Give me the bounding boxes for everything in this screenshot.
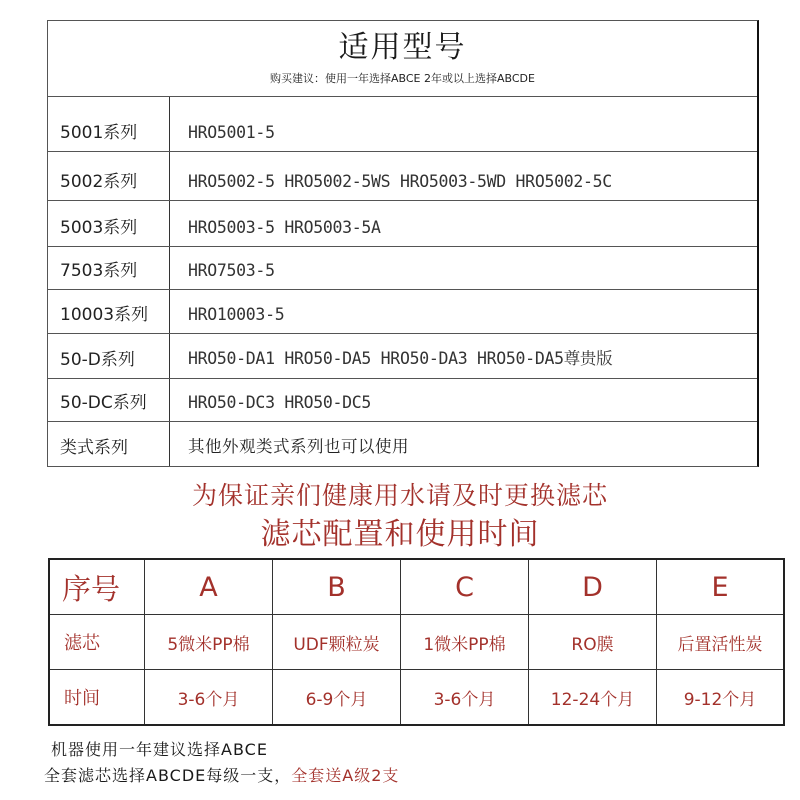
replacement-time-row: [50, 670, 783, 724]
row-label: 滤芯: [50, 615, 145, 669]
header-cell: E: [711, 571, 729, 603]
usage-note: 机器使用一年建议选择ABCE: [51, 740, 268, 759]
row-label: 时间: [50, 670, 145, 724]
model-row: [48, 247, 757, 290]
header-cell: D: [529, 560, 657, 614]
series-name: 类式系列: [48, 422, 170, 466]
full-set-note: [44, 763, 399, 786]
model-list: 其他外观类式系列也可以使用: [188, 437, 409, 456]
filter-cell: 5微米PP棉: [145, 615, 273, 669]
time-cell: 6-9个月: [273, 670, 401, 724]
time-cell: 12-24个月: [529, 670, 657, 724]
time-cell: 3-6个月: [145, 670, 273, 724]
header-cell: A: [145, 560, 273, 614]
model-row: [48, 152, 757, 201]
series-name: 5002系列: [48, 152, 170, 200]
model-list: HRO5003-5 HRO5003-5A: [188, 218, 381, 237]
model-list: HRO7503-5: [188, 261, 275, 280]
purchase-advice: 购买建议：使用一年选择ABCE 2年或以上选择ABCDE: [270, 72, 535, 85]
series-name: 7503系列: [48, 247, 170, 289]
models-table-title: 适用型号: [338, 30, 467, 65]
filter-config-table: [48, 558, 785, 726]
filter-cell: 1微米PP棉: [401, 615, 529, 669]
filter-header-row: [50, 560, 783, 615]
filter-cell: RO膜: [529, 615, 657, 669]
model-row: [48, 334, 757, 379]
full-set-text: 全套滤芯选择ABCDE每级一支，: [44, 766, 292, 785]
model-list: HRO10003-5: [188, 305, 285, 324]
filter-config-heading: 滤芯配置和使用时间: [260, 517, 540, 552]
series-name: 50-D系列: [48, 334, 170, 378]
series-name: 10003系列: [48, 290, 170, 333]
model-list: HRO50-DC3 HRO50-DC5: [188, 393, 372, 412]
time-cell: 9-12个月: [683, 689, 757, 710]
model-row: [48, 201, 757, 247]
header-cell: B: [273, 560, 401, 614]
reminder-heading: 为保证亲们健康用水请及时更换滤芯: [191, 481, 608, 510]
header-cell: 序号: [50, 560, 145, 614]
applicable-models-table: [47, 20, 759, 467]
gift-note: 全套送A级2支: [291, 766, 400, 785]
filter-cell: 后置活性炭: [677, 634, 763, 655]
models-table-header: [48, 21, 757, 97]
model-list: HRO5002-5 HRO5002-5WS HRO5003-5WD HRO5002-5C: [188, 172, 612, 191]
model-row: [48, 422, 757, 466]
series-name: 5003系列: [48, 201, 170, 246]
model-list: HRO5001-5: [188, 123, 275, 142]
filter-type-row: [50, 615, 783, 670]
filter-cell: UDF颗粒炭: [273, 615, 401, 669]
time-cell: 3-6个月: [401, 670, 529, 724]
series-name: 50-DC系列: [48, 379, 170, 421]
model-list: HRO50-DA1 HRO50-DA5 HRO50-DA3 HRO50-DA5尊贵版: [188, 349, 613, 368]
series-name: 5001系列: [48, 97, 170, 151]
model-row: [48, 290, 757, 334]
model-row: [48, 379, 757, 422]
model-row: [48, 97, 757, 152]
header-cell: C: [401, 560, 529, 614]
